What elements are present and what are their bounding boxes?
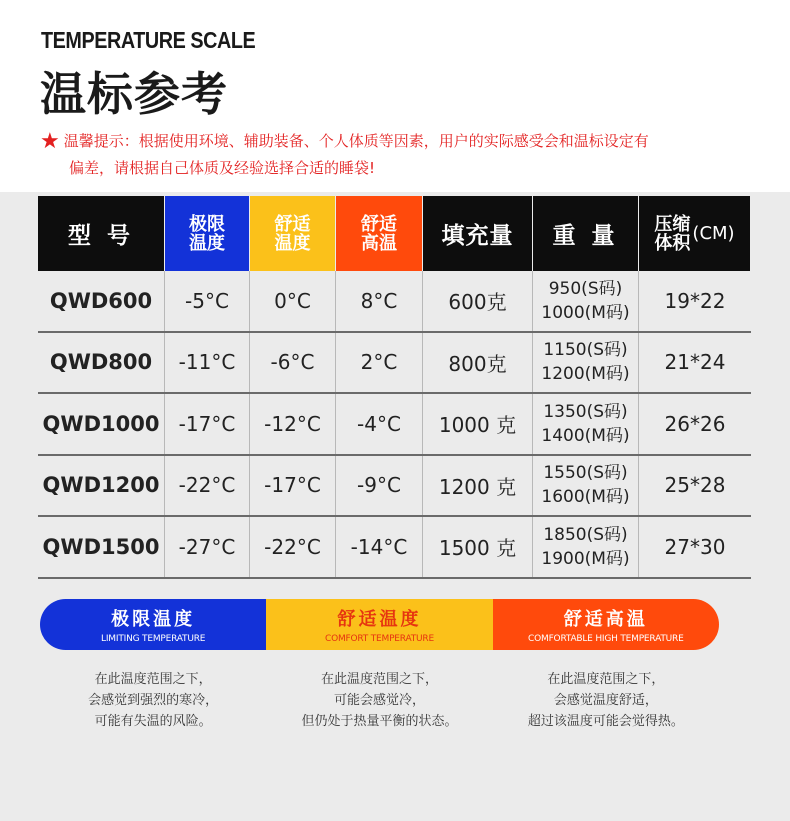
header-limit-temp <box>165 196 250 271</box>
header-high-line1: 舒适 <box>361 213 397 235</box>
cell-model: QWD600 <box>38 271 165 331</box>
desc-comfort-line: 但仍处于热量平衡的状态。 <box>301 714 458 729</box>
tip-note <box>40 128 760 181</box>
weight-m: 1200(M码) <box>541 364 630 385</box>
cell-fill: 600克 <box>423 271 533 331</box>
header-high-temp <box>336 196 423 271</box>
cell-limit: -22°C <box>165 456 250 516</box>
cell-model: QWD1200 <box>38 456 165 516</box>
desc-high-line: 会感觉温度舒适， <box>553 693 658 708</box>
cell-high: -14°C <box>336 517 423 577</box>
weight-s: 950(S码) <box>548 278 623 299</box>
cell-weight <box>533 394 639 454</box>
cell-comfort: -17°C <box>250 456 336 516</box>
desc-high-line: 在此温度范围之下， <box>547 672 665 687</box>
cell-weight <box>533 456 639 516</box>
desc-high <box>493 669 719 732</box>
desc-limit-line: 在此温度范围之下， <box>94 672 212 687</box>
cell-comfort: -22°C <box>250 517 336 577</box>
weight-m: 1400(M码) <box>541 425 630 446</box>
legend-limit <box>40 599 266 650</box>
header-volume <box>639 196 751 271</box>
weight-m: 1600(M码) <box>541 487 630 508</box>
header-model: 型 号 <box>38 196 165 271</box>
temperature-table <box>38 196 751 579</box>
cell-comfort: 0°C <box>250 271 336 331</box>
weight-s: 1150(S码) <box>543 340 628 361</box>
header-volume-line1: 压缩 <box>654 213 691 235</box>
cell-limit: -17°C <box>165 394 250 454</box>
desc-limit <box>40 669 266 732</box>
cell-model: QWD1000 <box>38 394 165 454</box>
cell-volume: 21*24 <box>664 350 726 375</box>
header-comfort-line2: 温度 <box>274 232 311 254</box>
header-comfort-temp <box>250 196 336 271</box>
cell-comfort: -12°C <box>250 394 336 454</box>
weight-s: 1850(S码) <box>543 524 628 545</box>
table-row <box>38 517 751 579</box>
cell-weight <box>533 271 639 331</box>
desc-limit-line: 可能有失温的风险。 <box>94 714 212 729</box>
desc-comfort <box>266 669 492 732</box>
header-volume-unit: (CM) <box>692 223 735 244</box>
table-row <box>38 271 751 333</box>
weight-s: 1550(S码) <box>543 463 628 484</box>
legend-limit-title: 极限温度 <box>111 609 196 630</box>
legend-comfort-subtitle: COMFORT TEMPERATURE <box>324 634 434 644</box>
desc-limit-line: 会感觉到强烈的寒冷， <box>88 693 219 708</box>
table-row <box>38 394 751 456</box>
cell-weight <box>533 517 639 577</box>
cell-fill: 1500 克 <box>423 517 533 577</box>
tip-line-2: 偏差，请根据自己体质及经验选择合适的睡袋! <box>69 159 376 177</box>
cell-volume: 19*22 <box>664 288 726 313</box>
cell-high: 8°C <box>336 271 423 331</box>
desc-comfort-line: 在此温度范围之下， <box>320 672 438 687</box>
legend-comfort <box>266 599 492 650</box>
cell-high: -9°C <box>336 456 423 516</box>
cell-volume: 25*28 <box>664 473 726 498</box>
header-comfort-line1: 舒适 <box>274 213 311 235</box>
cell-high: -4°C <box>336 394 423 454</box>
header-fill: 填充量 <box>423 196 533 271</box>
chinese-title: 温标参考 <box>40 67 228 121</box>
header-high-line2: 高温 <box>361 232 397 254</box>
tip-line-1: 温馨提示：根据使用环境、辅助装备、个人体质等因素，用户的实际感受会和温标设定有 <box>63 132 649 150</box>
legend-high-title: 舒适高温 <box>563 609 648 630</box>
cell-comfort: -6°C <box>250 333 336 393</box>
header-limit-line2: 温度 <box>189 232 225 254</box>
desc-high-line: 超过该温度可能会觉得热。 <box>527 714 684 729</box>
legend-comfort-title: 舒适温度 <box>337 609 422 630</box>
cell-limit: -5°C <box>165 271 250 331</box>
legend-descriptions <box>40 669 719 732</box>
desc-comfort-line: 可能会感觉冷， <box>333 693 425 708</box>
weight-s: 1350(S码) <box>543 401 628 422</box>
cell-volume: 26*26 <box>664 411 726 436</box>
weight-m: 1900(M码) <box>541 548 630 569</box>
temperature-legend-bar <box>40 599 719 650</box>
english-title: TEMPERATURE SCALE <box>41 27 256 53</box>
legend-high-subtitle: COMFORTABLE HIGH TEMPERATURE <box>528 634 684 644</box>
cell-fill: 1200 克 <box>423 456 533 516</box>
header-panel <box>0 0 790 192</box>
cell-limit: -27°C <box>165 517 250 577</box>
header-weight: 重 量 <box>533 196 639 271</box>
cell-limit: -11°C <box>165 333 250 393</box>
header-volume-line2: 体积 <box>654 232 691 254</box>
table-row <box>38 333 751 395</box>
table-header <box>38 196 751 271</box>
legend-limit-subtitle: LIMITING TEMPERATURE <box>101 634 206 644</box>
cell-high: 2°C <box>336 333 423 393</box>
header-limit-line1: 极限 <box>189 213 225 235</box>
cell-model: QWD800 <box>38 333 165 393</box>
cell-weight <box>533 333 639 393</box>
star-icon: ★ <box>40 129 60 154</box>
cell-model: QWD1500 <box>38 517 165 577</box>
weight-m: 1000(M码) <box>541 302 630 323</box>
cell-volume: 27*30 <box>664 534 726 559</box>
cell-fill: 800克 <box>423 333 533 393</box>
legend-high <box>493 599 719 650</box>
cell-fill: 1000 克 <box>423 394 533 454</box>
table-row <box>38 456 751 518</box>
